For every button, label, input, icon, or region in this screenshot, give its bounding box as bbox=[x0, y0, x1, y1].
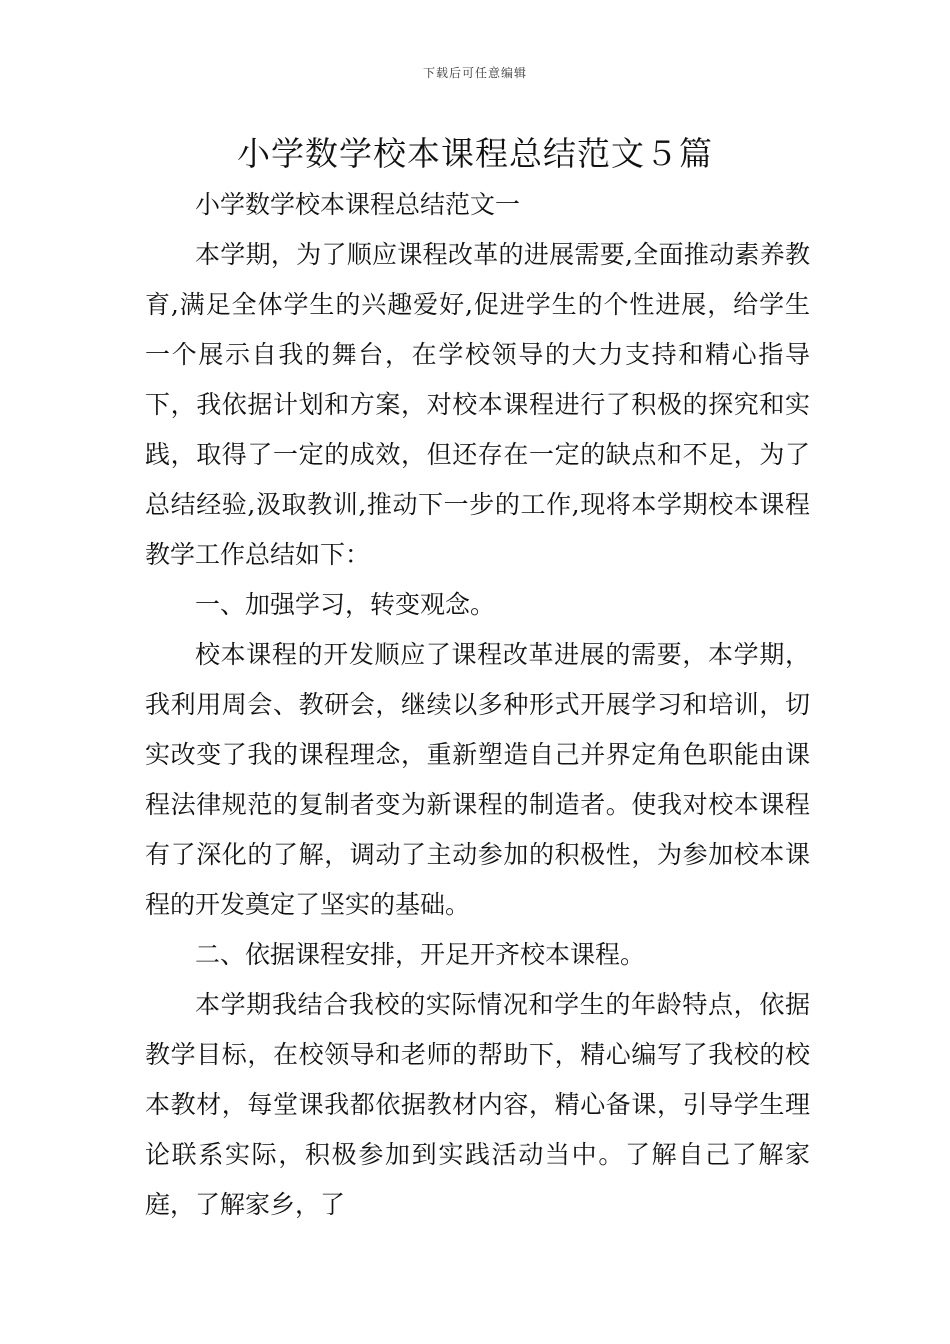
paragraph-intro: 本学期，为了顺应课程改革的进展需要,全面推动素养教育,满足全体学生的兴趣爱好,促进学生的个性进展，给学生一个展示自我的舞台，在学校领导的大力支持和精心指导下，我依据计划和方案，对校本课程进行了积极的探究和实践，取得了一定的成效，但还存在一定的缺点和不足，为了总结经验,汲取教训,推动下一步的工作,现将本学期校本课程教学工作总结如下： bbox=[145, 240, 810, 569]
section-heading-1: 一、加强学习，转变观念。 bbox=[195, 590, 496, 619]
document-title: 小学数学校本课程总结范文５篇 bbox=[237, 134, 713, 173]
section-heading-2: 二、依据课程安排，开足开齐校本课程。 bbox=[195, 940, 646, 969]
header-note: 下载后可任意编辑 bbox=[422, 66, 527, 80]
paragraph-section-2: 本学期我结合我校的实际情况和学生的年龄特点，依据教学目标，在校领导和老师的帮助下，精心编写了我校的校本教材，每堂课我都依据教材内容，精心备课，引导学生理论联系实际，积极参加到实践活动当中。了解自己了解家庭，了解家乡，了 bbox=[145, 990, 810, 1219]
section-subtitle: 小学数学校本课程总结范文一 bbox=[195, 190, 521, 219]
paragraph-section-1: 校本课程的开发顺应了课程改革进展的需要，本学期，我利用周会、教研会，继续以多种形式开展学习和培训，切实改变了我的课程理念，重新塑造自己并界定角色职能由课程法律规范的复制者变为新课程的制造者。使我对校本课程有了深化的了解，调动了主动参加的积极性，为参加校本课程的开发奠定了坚实的基础。 bbox=[145, 640, 810, 919]
document-body bbox=[145, 180, 810, 1230]
